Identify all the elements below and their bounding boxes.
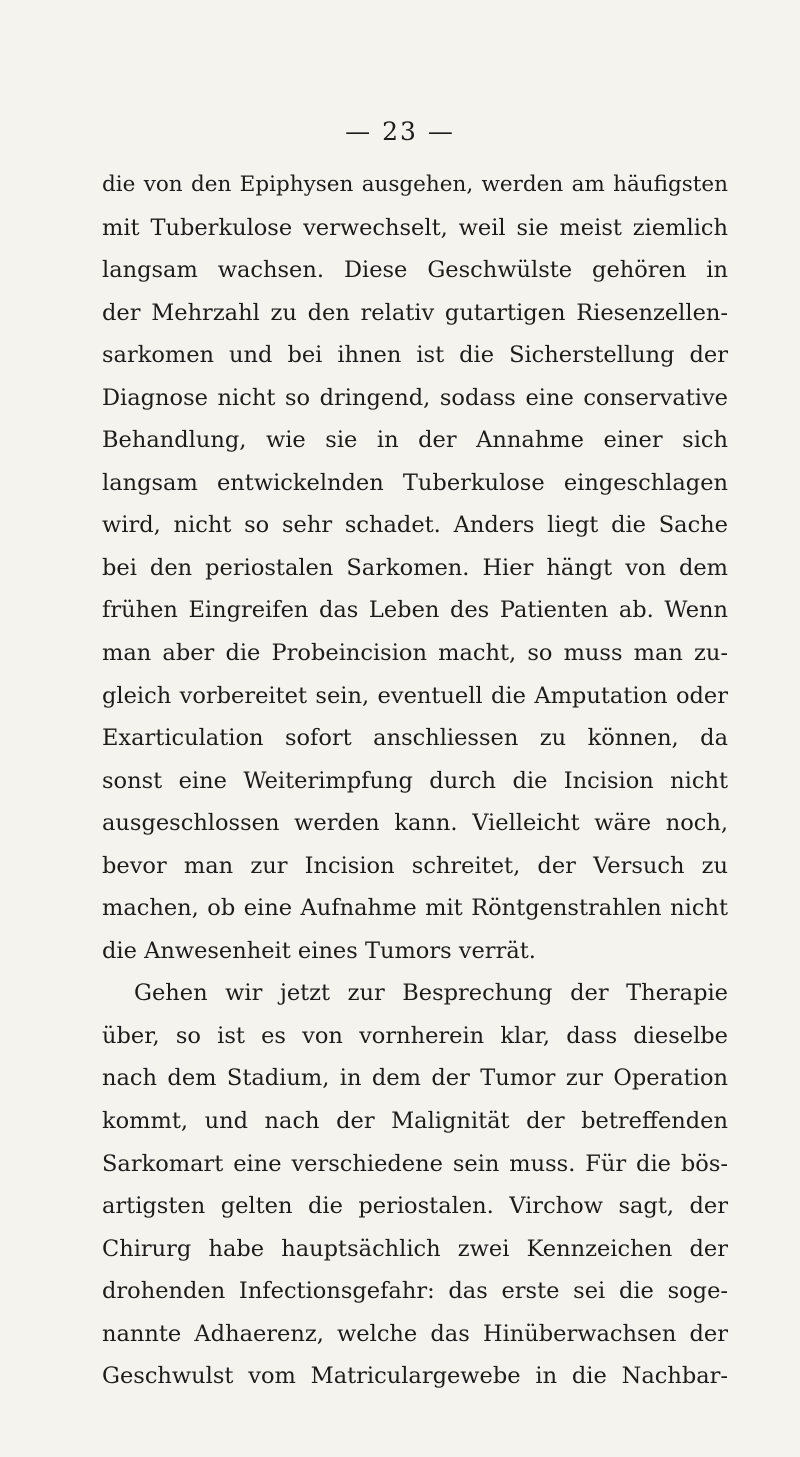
text-line: über, so ist es von vornherein klar, dass dieselbe bbox=[102, 1022, 728, 1049]
text-line: gleich vorbereitet sein, eventuell die Amputation oder bbox=[102, 682, 728, 709]
text-line: die von den Epiphysen ausgehen, werden am häufigsten bbox=[102, 172, 728, 197]
body-text bbox=[102, 164, 728, 1398]
text-line: bevor man zur Incision schreitet, der Versuch zu bbox=[102, 852, 728, 879]
text-line: mit Tuberkulose verwechselt, weil sie meist ziemlich bbox=[102, 214, 728, 241]
text-line: bei den periostalen Sarkomen. Hier hängt von dem bbox=[102, 554, 728, 581]
text-line: drohenden Infectionsgefahr: das erste sei die soge- bbox=[102, 1278, 728, 1305]
text-line: machen, ob eine Aufnahme mit Röntgenstrahlen nicht bbox=[102, 895, 728, 922]
text-line: die Anwesenheit eines Tumors verrät. bbox=[102, 937, 536, 964]
page-number: — 23 — bbox=[345, 117, 455, 146]
text-line: Exarticulation sofort anschliessen zu können, da bbox=[102, 725, 728, 752]
text-line: kommt, und nach der Malignität der betreffenden bbox=[102, 1108, 728, 1135]
text-line: wird, nicht so sehr schadet. Anders liegt die Sache bbox=[102, 512, 728, 539]
text-line: artigsten gelten die periostalen. Virchow sagt, der bbox=[102, 1193, 728, 1220]
text-line: sarkomen und bei ihnen ist die Sicherstellung der bbox=[102, 342, 728, 369]
text-line: der Mehrzahl zu den relativ gutartigen Riesenzellen- bbox=[102, 299, 728, 326]
text-line: nach dem Stadium, in dem der Tumor zur Operation bbox=[102, 1065, 728, 1092]
text-line: Diagnose nicht so dringend, sodass eine conservative bbox=[102, 384, 728, 411]
text-line: Gehen wir jetzt zur Besprechung der Therapie bbox=[134, 980, 728, 1007]
text-line: Geschwulst vom Matriculargewebe in die Nachbar- bbox=[102, 1363, 728, 1390]
text-line: Sarkomart eine verschiedene sein muss. Für die bös- bbox=[102, 1150, 728, 1177]
text-line: ausgeschlossen werden kann. Vielleicht wäre noch, bbox=[102, 810, 728, 837]
text-line: nannte Adhaerenz, welche das Hinüberwachsen der bbox=[102, 1320, 728, 1347]
text-line: man aber die Probeincision macht, so muss man zu- bbox=[102, 640, 728, 667]
text-line: langsam entwickelnden Tuberkulose eingeschlagen bbox=[102, 469, 728, 496]
text-line: langsam wachsen. Diese Geschwülste gehören in bbox=[102, 257, 728, 284]
text-line: Chirurg habe hauptsächlich zwei Kennzeichen der bbox=[102, 1235, 728, 1262]
text-line: frühen Eingreifen das Leben des Patienten ab. Wenn bbox=[102, 597, 728, 624]
text-line: sonst eine Weiterimpfung durch die Incision nicht bbox=[102, 767, 728, 794]
text-line: Behandlung, wie sie in der Annahme einer sich bbox=[102, 427, 728, 454]
